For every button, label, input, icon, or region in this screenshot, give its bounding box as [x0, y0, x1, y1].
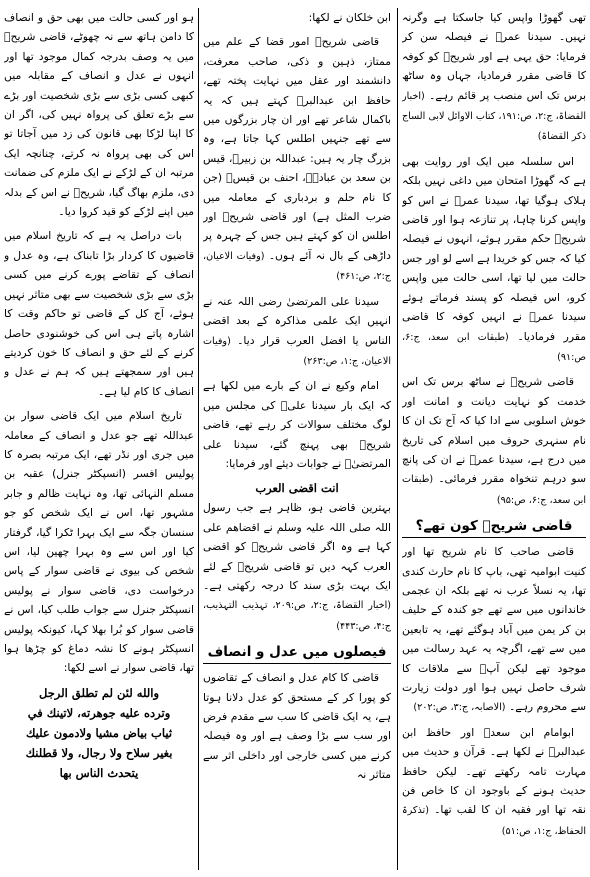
paragraph: قاضی صاحب کا نام شریح تھا اور کنیت ابوامیہ تھی، باپ کا نام حارث کندی تھا، یہ نسلاً عرب نہ تھے بلکہ ان عجمی خاندانوں میں سے تھے جو کندہ کے حلیف بن کر یمن میں آباد ہوگئے تھے، یہ تابعین میں سے تھے، اگرچہ یہ عہد رسالت میں موجود تھے لیکن آپؐ سے ملاقات کا شرف حاصل نہیں ہوا اور دولت زیارت سے محروم رہے۔ (الاصابہ، ج:۳، ص:۲۰۲) — [402, 545, 586, 714]
column-right — [402, 8, 586, 870]
arabic-quote-line: ثياب بياض مشيا ولادمون عليك — [25, 725, 173, 740]
column-divider — [397, 8, 398, 870]
citation: (تذکرۃ الحفاظ، ج:۱، ص:۵۱) — [402, 805, 586, 837]
paragraph: قاضی شریحؒ نے ساٹھ برس تک اس خدمت کو نہایت دیانت و امانت اور خوش اسلوبی سے ادا کیا کہ آج تک ان کا نام سنہری حروف میں اسلام کی تاریخ میں درج ہے، سیدنا عمرؓ نے ان کی پانچ سو درہم تنخواہ مقرر فرمائی۔ (طبقات ابن سعد، ج:۶، ص:۹۵) — [402, 375, 586, 506]
paragraph: بہترین قاضی ہو، ظاہر ہے جب رسول اللہ صلی اللہ علیہ وسلم نے اقضاھم علی کہا ہے وہ اگر قاضی شریحؒ کو اقضی العرب کہہ دیں تو قاضی شریحؒ کے لئے ایک بہت بڑی سند کا درجہ رکھتی ہے۔ (اخبار القضاۃ، ج:۲، ص:۲۰۹، تہذیب التہذیب، ج:۴، ص:۴۴۳) — [203, 501, 391, 632]
paragraph: ابن خلکان نے لکھا: — [308, 11, 391, 24]
arabic-quote-line: والله لئن لم تطلق الرجل — [38, 685, 160, 700]
citation: (وفیات الاعیان، ج:۱، ص:۲۶۳) — [203, 335, 391, 367]
arabic-quote-line: يتحدث الناس بها — [59, 765, 139, 780]
arabic-quote-line: وترده عليه جوهرته، لاتينك في — [27, 705, 171, 720]
column-divider — [198, 8, 199, 870]
paragraph: ہو اور کسی حالت میں بھی حق و انصاف کا دامن ہاتھ سے نہ چھوٹے، قاضی شریحؒ میں یہ وصف بدرجہ کمال موجود تھا اور انہوں نے عدل و انصاف کے مقابلہ میں کبھی کسی بڑی سے بڑی شخصیت اور بڑے سے بڑے تعلق کی پرواہ نہیں کی، اگر ان کا اپنا لڑکا بھی قانون کی زد میں آجاتا تو اس کی بھی پرواہ نہ کرتے، چنانچہ ایک مرتبہ ان کے لڑکے نے ایک ملزم کی ضمانت دی، ملزم بھاگ گیا، شریحؒ نے اس کے بدلہ میں اپنے لڑکے کو قید کروا دیا۔ — [4, 11, 194, 219]
arabic-quote: انت اقضی العرب — [255, 481, 339, 496]
paragraph: تاریخ اسلام میں ایک قاضی سوار بن عبداللہ تھے جو عدل و انصاف کے معاملہ میں جری اور نڈر تھے، ایک مرتبہ بصرہ کا پولیس افسر (انسپکٹر جنرل) عقبہ بن مسلم النہائی تھا، وہ نہایت ظالم و جابر مشہور تھا، اس نے ایک شخص کو جو سنسان جگہ سے ایک بہرا ٹکرا گیا، گرفتار کیا اور اس سے وہ بہرا چھین لیا، اس شخص کی بیوی نے قاضی سوار کے پاس درخواست دی، قاضی سوار نے پولیس انسپکٹر جنرل سے جواب طلب کیا، اس نے قاضی سوار کو بُرا بھلا کہا، کیونکہ پولیس انسپکٹر ہونے کا نشہ دماغ کو چڑھا ہوا تھا، قاضی سوار نے اسے لکھا: — [4, 409, 194, 675]
paragraph: ابوامام ابن سعدؒ اور حافظ ابن عبدالبرؒ نے لکھا ہے۔ قرآن و حدیث میں مہارت تامہ رکھتے تھے۔ لیکن حافظ حدیث ہونے کے باوجود ان کا خاص فن نقہ تھا اور فقیہ ان کا لقب تھا۔ (تذکرۃ الحفاظ، ج:۱، ص:۵۱) — [402, 725, 586, 837]
citation: (طبقات ابن سعد، ج:۶، ص:۹۵) — [402, 474, 586, 506]
section-heading: قاضی شریحؒ کون تھے؟ — [402, 515, 586, 538]
section-heading: فیصلوں میں عدل و انصاف — [203, 641, 391, 664]
citation: (اخبار القضاۃ، ج:۲، ص:۲۰۹، تہذیب التہذیب، ج:۴، ص:۴۴۳) — [203, 600, 391, 632]
citation: (الاصابہ، ج:۳، ص:۲۰۲) — [413, 702, 506, 714]
paragraph: سیدنا علی المرتضیٰ رضی اللہ عنہ نے انہیں ایک علمی مذاکرہ کے بعد اقضی الناس یا افضل العرب قرار دیا۔ (وفیات الاعیان، ج:۱، ص:۲۶۳) — [203, 294, 391, 367]
paragraph: قاضی کا کام عدل و انصاف کے تقاضوں کو پورا کر کے مستحق کو عدل دلانا ہوتا ہے، یہ ایک قاضی کا سب سے مقدم فرض اور سب سے بڑا وصف ہے اور وہ فیصلہ کرنے میں کسی خارجی اور داخلی اثر سے متاثر نہ — [203, 671, 391, 782]
paragraph: بات دراصل یہ ہے کہ تاریخ اسلام میں قاضیوں کا کردار بڑا تابناک ہے، وہ عدل و انصاف کے تقاضے پورے کرنے میں کسی بڑی سے بڑی شخصیت سے بھی متاثر نہیں ہوئے، آج کل کے قاضی تو حاکم وقت کا اشارہ پاتے ہی اس کی خوشنودی حاصل کرنے کے لئے حق و انصاف کا خون کردیتے ہیں اور سمجھتے ہیں کہ ہم نے عدل و انصاف کا کام لیا ہے۔ — [4, 229, 194, 398]
quote-paragraph: قاضی شریحؒ امور قضا کے علم میں ممتاز، ذہین و ذکی، صاحب معرفت، دانشمند اور عقل میں نہایت پختہ تھے، حافظ ابن عبدالبرؒ کہتے ہیں کہ یہ باکمال شاعر تھے اور ان چار بزرگوں میں سے تھے جنہیں اطلس کہا جاتا ہے، وہ بزرگ چار یہ ہیں: عبداللہ بن زبیرؓ، قیس بن سعد بن عبادہؓ، احنف بن قیسؓ (جن کا نام حلم و بردباری کے معاملہ میں ضرب المثل ہے) اور قاضی شریحؒ اور اطلس ان کو کہتے ہیں جس کے چہرہ پر داڑھی کے بال نہ آئے ہوں۔ (وفیات الاعیان، ج:۲، ص:۴۶۱) — [203, 35, 391, 283]
paragraph: اس سلسلہ میں ایک اور روایت بھی ہے کہ گھوڑا امتحان میں داغی نہیں بلکہ ہلاک ہوگیا تھا، سیدنا عمرؓ نے اس کو واپس کرنا چاہا، پر تنازعہ ہوا اور قاضی شریحؒ حکم مقرر ہوئے، انہوں نے فیصلہ کیا کہ جس کو خریدا ہے اسے لو اور جس حالت میں لیا تھا، اسی حالت میں واپس کرو، اس فیصلہ کو پسند فرماتے ہوئے سیدنا عمرؓ نے انہیں کوفہ کا قاضی مقرر فرمادیا۔ (طبقات ابن سعد، ج:۶، ص:۹۱) — [402, 154, 586, 363]
column-left — [4, 8, 194, 870]
citation: (وفیات الاعیان، ج:۲، ص:۴۶۱) — [203, 250, 391, 283]
paragraph: تھی گھوڑا واپس کیا جاسکتا ہے وگرنہ نہیں۔ سیدنا عمرؓ نے فیصلہ سن کر فرمایا: حق یہی ہے اور شریحؒ کو کوفہ کا قاضی مقرر فرمادیا، جہاں وہ ساٹھ برس تک اس منصب پر قائم رہے۔ (اخبار القضاۃ، ج:۲، ص:۱۹۱، کتاب الاوائل لابی الساج ذکر القضاۃ) — [402, 11, 586, 143]
citation: (طبقات ابن سعد، ج:۶، ص:۹۱) — [402, 331, 586, 363]
citation: (اخبار القضاۃ، ج:۲، ص:۱۹۱، کتاب الاوائل لابی الساج ذکر القضاۃ) — [402, 90, 586, 143]
paragraph: امام وکیع نے ان کے بارے میں لکھا ہے کہ ایک بار سیدنا علیؓ کی مجلس میں لوگ مختلف سوالات کر رہے تھے، قاضی شریحؒ بھی پہنچ گئے، سیدنا علی المرتضیٰؓ نے جوابات دیئے اور فرمایا: — [203, 379, 391, 470]
arabic-quote-line: بغير سلاح ولا رجال، ولا قطلنك — [25, 745, 173, 760]
column-middle — [203, 8, 391, 870]
